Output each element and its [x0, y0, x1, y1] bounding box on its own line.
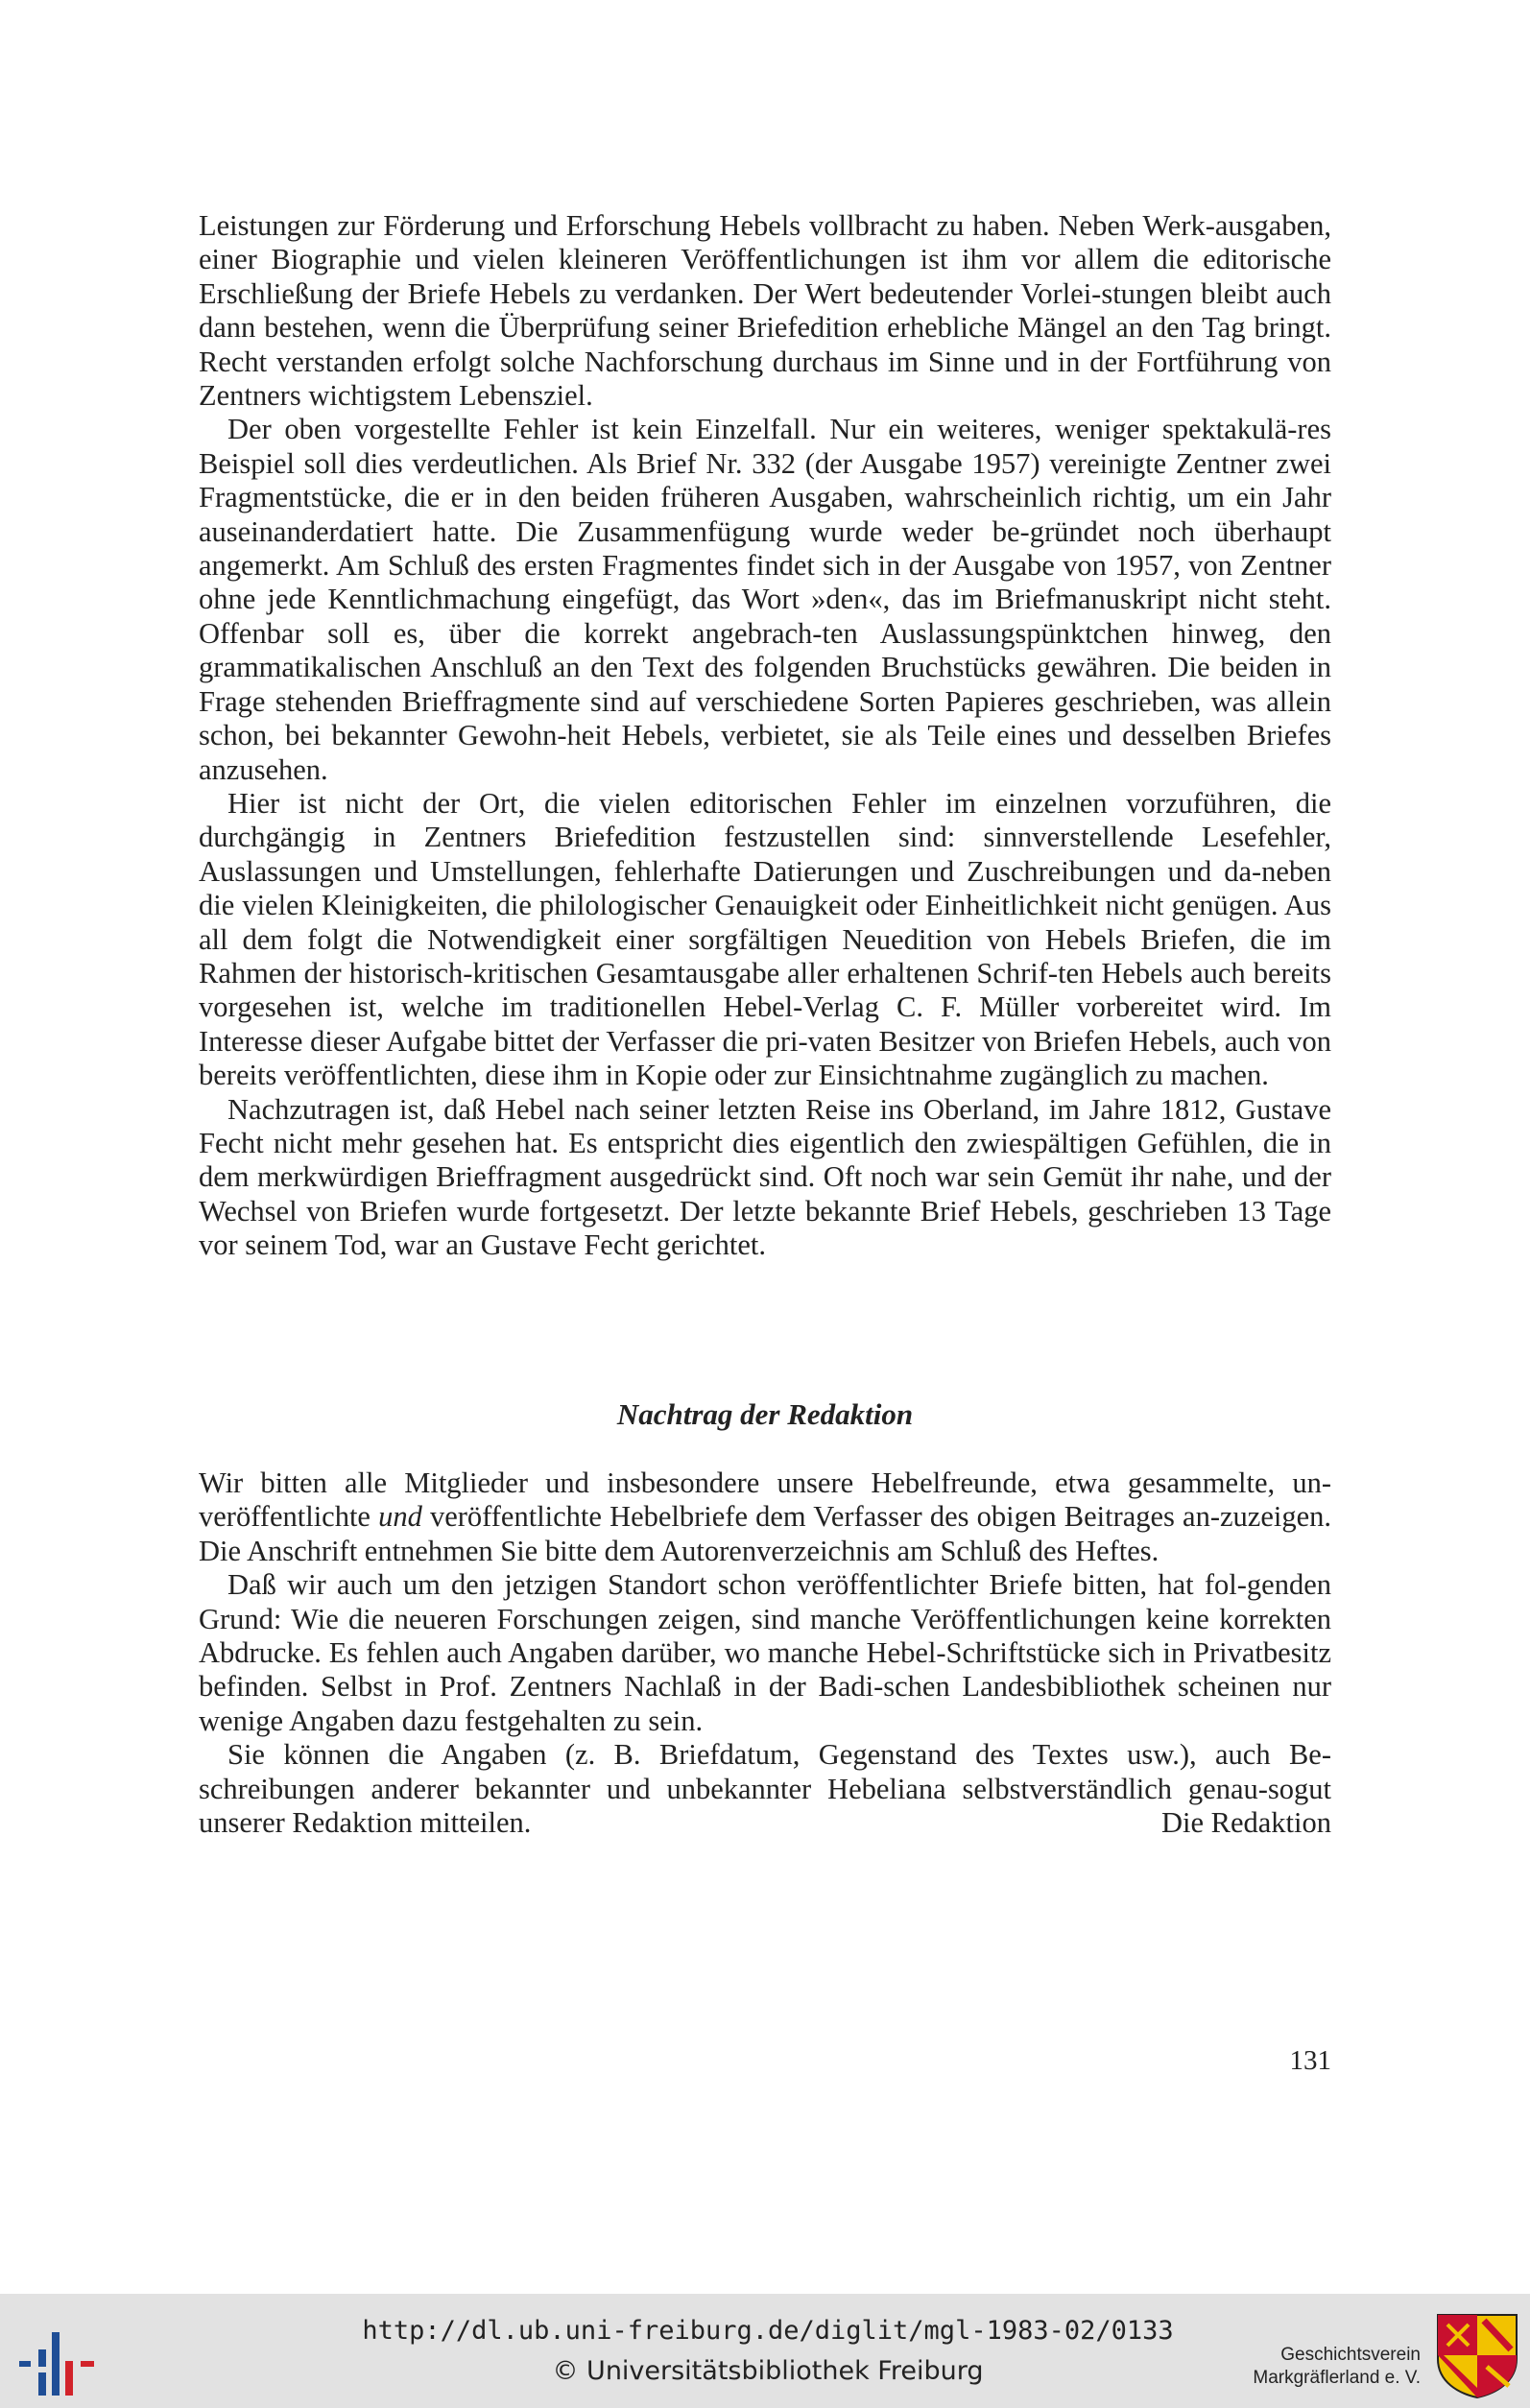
notice-paragraph-2: Daß wir auch um den jetzigen Standort schon veröffentlichter Briefe bitten, hat fol-genden Grund: Wie die neueren Forschungen zeigen, sind manche Veröffentlichungen keine korrekten Abdrucke. Es fehlen auch Angaben darüber, wo manche Hebel-Schriftstücke sich in Privatbesitz befinden. Selbst in Prof. Zentners Nachlaß in der Badi-schen Landesbibliothek scheinen nur wenige Angaben dazu festgehalten zu sein. — [199, 1568, 1331, 1737]
body-paragraph-1: Leistungen zur Förderung und Erforschung Hebels vollbracht zu haben. Neben Werk-ausgaben, einer Biographie und vielen kleineren Veröffentlichungen ist ihm vor allem die editorische Erschließung der Briefe Hebels zu verdanken. Der Wert bedeutender Vorlei-stungen bleibt auch dann bestehen, wenn die Überprüfung seiner Briefedition erhebliche Mängel an den Tag bringt. Recht verstanden erfolgt solche Nachforschung durchaus im Sinne und in der Fortführung von Zentners wichtigstem Lebensziel. — [199, 209, 1331, 413]
signature: Die Redaktion — [1160, 1806, 1331, 1840]
society-name — [1190, 2344, 1421, 2390]
notice-p3-text: Sie können die Angaben (z. B. Briefdatum, Gegenstand des Textes usw.), auch Be-schreibungen anderer bekannter und unbekannter Hebeliana selbstverständlich genau-sogut unserer Redaktion mitteilen. — [199, 1738, 1331, 1840]
society-name-line-2: Markgräflerland e. V. — [1253, 2368, 1421, 2388]
coat-of-arms-icon — [1434, 2311, 1520, 2399]
section-title: Nachtrag der Redaktion — [616, 1397, 914, 1431]
copyright-text: © Universitätsbibliothek Freiburg — [552, 2356, 984, 2386]
body-paragraph-4: Nachzutragen ist, daß Hebel nach seiner letzten Reise ins Oberland, im Jahre 1812, Gustave Fecht nicht mehr gesehen hat. Es entspricht dies eigentlich den zwiespältigen Gefühlen, die in dem merkwürdigen Brieffragment ausgedrückt sind. Oft noch war sein Gemüt ihr nahe, und der Wechsel von Briefen wurde fortgesetzt. Der letzte bekannte Brief Hebels, geschrieben 13 Tage vor seinem Tod, war an Gustave Fecht gerichtet. — [199, 1092, 1331, 1262]
notice-paragraph-1 — [199, 1466, 1331, 1568]
notice-p1-end: veröffentlichte Hebelbriefe dem Verfasser des obigen Beitrages an-zuzeigen. Die Anschrift entnehmen Sie bitte dem Autorenverzeichnis am Schluß des Heftes. — [199, 1500, 1331, 1567]
page-number: 131 — [1289, 2045, 1331, 2076]
document-url-link[interactable]: http://dl.ub.uni-freiburg.de/diglit/mgl-1983-02/0133 — [362, 2316, 1174, 2346]
editorial-notice — [199, 1466, 1331, 1840]
footer-bar — [0, 2294, 1530, 2408]
notice-p1-emphasis: und — [378, 1500, 422, 1534]
body-paragraph-3: Hier ist nicht der Ort, die vielen editorischen Fehler im einzelnen vorzuführen, die durchgängig in Zentners Briefedition festzustellen sind: sinnverstellende Lesefehler, Auslassungen und Umstellungen, fehlerhafte Datierungen und Zuschreibungen und da-neben die vielen Kleinigkeiten, die philologischer Genauigkeit oder Einheitlichkeit nicht genügen. Aus all dem folgt die Notwendigkeit einer sorgfältigen Neuedition von Hebels Briefen, die im Rahmen der historisch-kritischen Gesamtausgabe aller erhaltenen Schrif-ten Hebels auch bereits vorgesehen ist, welche im traditionellen Hebel-Verlag C. F. Müller vorbereitet wird. Im Interesse dieser Aufgabe bittet der Verfasser die pri-vaten Besitzer von Briefen Hebels, auch von bereits veröffentlichten, diese ihm in Kopie oder zur Einsichtnahme zugänglich zu machen. — [199, 786, 1331, 1092]
society-name-line-1: Geschichtsverein — [1280, 2345, 1421, 2365]
notice-p1-start: Wir bitten alle Mitglieder und insbesondere unsere Hebelfreunde, etwa gesammelte, un-veröffentlichte — [199, 1466, 1331, 1534]
body-paragraph-2: Der oben vorgestellte Fehler ist kein Einzelfall. Nur ein weiteres, weniger spektakulä-res Beispiel soll dies verdeutlichen. Als Brief Nr. 332 (der Ausgabe 1957) vereinigte Zentner zwei Fragmentstücke, die er in den beiden früheren Ausgaben, wahrscheinlich richtig, um ein Jahr auseinanderdatiert hatte. Die Zusammenfügung wurde weder be-gründet noch überhaupt angemerkt. Am Schluß des ersten Fragmentes findet sich in der Ausgabe von 1957, von Zentner ohne jede Kenntlichmachung eingefügt, das Wort »den«, das im Briefmanuskript nicht steht. Offenbar soll es, über die korrekt angebrach-ten Auslassungspünktchen hinweg, den grammatikalischen Anschluß an den Text des folgenden Bruchstücks gewähren. Die beiden in Frage stehenden Brieffragmente sind auf verschiedene Sorten Papieres geschrieben, was allein schon, bei bekannter Gewohn-heit Hebels, verbietet, sie als Teile eines und desselben Briefes anzusehen. — [199, 413, 1331, 786]
article-body — [199, 209, 1331, 1263]
ub-freiburg-logo-icon — [13, 2323, 100, 2399]
notice-paragraph-3 — [199, 1738, 1331, 1840]
